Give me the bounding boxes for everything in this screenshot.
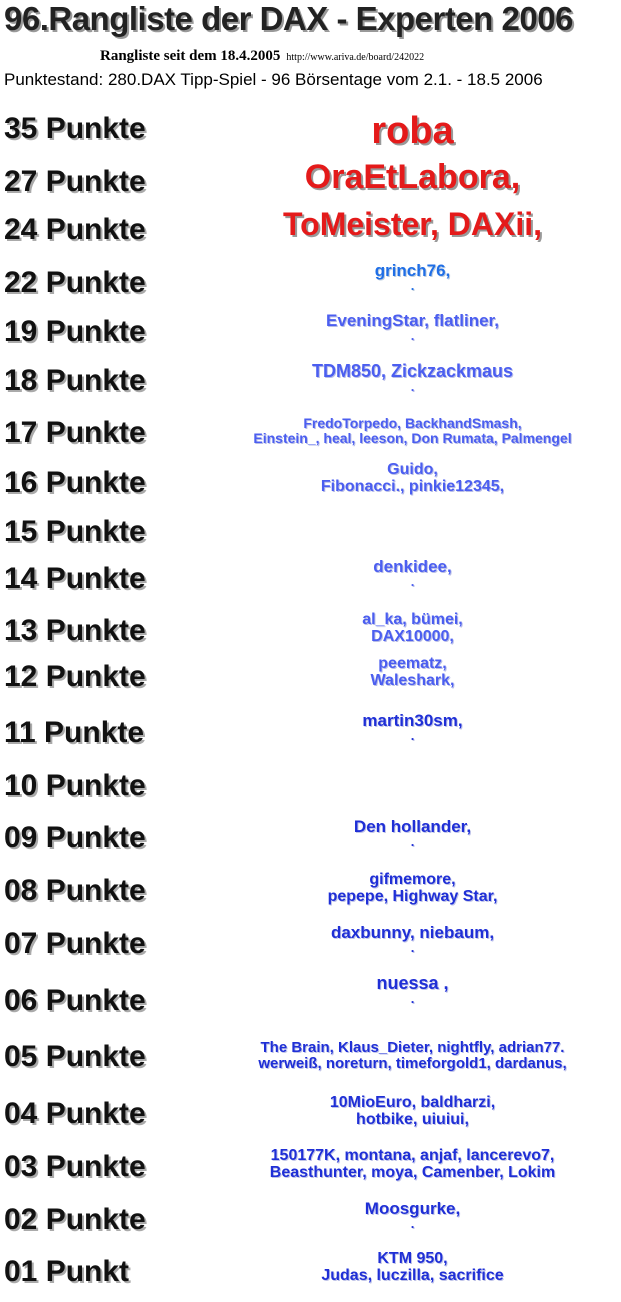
rank-names — [205, 924, 620, 954]
rank-label: 04 Punkte — [4, 1097, 146, 1130]
rank-label: 27 Punkte — [4, 165, 146, 198]
name-line: . — [410, 939, 415, 955]
rank-label: 06 Punkte — [4, 984, 146, 1017]
name-line: . — [410, 1215, 415, 1231]
rank-names — [205, 208, 620, 242]
name-line: ToMeister, DAXii, — [282, 206, 542, 242]
name-line: werweiß, noreturn, timeforgold1, dardanus, — [258, 1054, 567, 1072]
rank-label: 19 Punkte — [4, 315, 146, 348]
name-line: al_ka, bümei, — [362, 611, 463, 628]
name-line: The Brain, Klaus_Dieter, nightfly, adrian77. — [260, 1039, 565, 1056]
rank-names — [205, 712, 620, 742]
name-line: Fibonacci., pinkie12345, — [320, 477, 505, 495]
rank-label: 16 Punkte — [4, 466, 146, 499]
score-status: Punktestand: 280.DAX Tipp-Spiel - 96 Börsentage vom 2.1. - 18.5 2006 — [4, 70, 543, 89]
name-line: peematz, — [378, 655, 447, 672]
name-line: . — [410, 277, 415, 293]
rank-names — [205, 872, 620, 906]
rank-names — [205, 1200, 620, 1230]
name-line: daxbunny, niebaum, — [330, 923, 495, 942]
rank-names — [205, 312, 620, 342]
rank-label: 11 Punkte — [4, 716, 145, 749]
rank-label: 08 Punkte — [4, 874, 146, 907]
name-line: Einstein_, heal, leeson, Don Rumata, Palmengel — [253, 429, 572, 446]
subtitle-text: Rangliste seit dem 18.4.2005 — [100, 48, 281, 64]
rank-label: 17 Punkte — [4, 416, 146, 449]
rank-names — [205, 1040, 620, 1072]
name-line: denkidee, — [373, 557, 452, 576]
rank-label: 13 Punkte — [4, 614, 146, 647]
rank-label: 02 Punkte — [4, 1203, 146, 1236]
name-line: . — [410, 573, 415, 589]
rank-label: 10 Punkte — [4, 769, 146, 802]
name-line: Guido, — [387, 461, 438, 478]
name-line: roba — [371, 110, 454, 152]
rank-label: 05 Punkte — [4, 1040, 146, 1073]
rank-names — [205, 462, 620, 496]
name-line: grinch76, — [374, 261, 451, 280]
rank-label: 09 Punkte — [4, 821, 146, 854]
name-line: EveningStar, flatliner, — [326, 311, 499, 330]
name-line: martin30sm, — [362, 711, 463, 730]
rank-names — [205, 1148, 620, 1182]
name-line: . — [410, 327, 415, 343]
rank-names — [205, 974, 620, 1005]
rank-names — [205, 612, 620, 646]
rank-label: 24 Punkte — [4, 213, 146, 246]
name-line: . — [410, 990, 415, 1006]
page-title: 96.Rangliste der DAX - Experten 2006 — [4, 0, 573, 37]
rank-names — [205, 416, 620, 445]
rank-names — [205, 1251, 620, 1285]
rank-names — [205, 818, 620, 848]
rank-names — [205, 656, 620, 690]
name-line: Waleshark, — [370, 671, 455, 689]
name-line: Beasthunter, moya, Camenber, Lokim — [269, 1163, 556, 1181]
rank-label: 35 Punkte — [4, 112, 146, 145]
name-line: . — [410, 378, 415, 394]
rank-names — [205, 160, 620, 196]
subtitle — [100, 48, 424, 65]
rank-label: 18 Punkte — [4, 364, 146, 397]
name-line: OraEtLabora, — [304, 158, 521, 196]
rank-label: 03 Punkte — [4, 1150, 146, 1183]
rank-names — [205, 112, 620, 152]
rank-label: 14 Punkte — [4, 562, 146, 595]
rank-names — [205, 362, 620, 393]
name-line: . — [410, 833, 415, 849]
name-line: TDM850, Zickzackmaus — [311, 361, 514, 381]
name-line: 150177K, montana, anjaf, lancerevo7, — [270, 1147, 555, 1164]
name-line: pepepe, Highway Star, — [327, 887, 498, 905]
name-line: KTM 950, — [377, 1250, 448, 1267]
board-url[interactable]: http://www.ariva.de/board/242022 — [286, 52, 425, 63]
name-line: hotbike, uiuiui, — [356, 1110, 469, 1128]
name-line: Den hollander, — [353, 817, 472, 836]
rank-names — [205, 1095, 620, 1129]
name-line: FredoTorpedo, BackhandSmash, — [303, 415, 522, 431]
rank-label: 22 Punkte — [4, 266, 146, 299]
rank-label: 15 Punkte — [4, 515, 146, 548]
name-line: Moosgurke, — [364, 1199, 461, 1218]
rank-label: 01 Punkt — [4, 1255, 130, 1288]
name-line: Judas, luczilla, sacrifice — [321, 1266, 504, 1284]
rank-label: 07 Punkte — [4, 927, 146, 960]
name-line: . — [410, 727, 415, 743]
rank-label: 12 Punkte — [4, 660, 146, 693]
name-line: nuessa , — [376, 973, 449, 993]
rank-names — [205, 262, 620, 292]
name-line: gifmemore, — [369, 871, 456, 888]
name-line: 10MioEuro, baldharzi, — [329, 1094, 496, 1111]
rank-names — [205, 558, 620, 588]
name-line: DAX10000, — [371, 627, 454, 645]
